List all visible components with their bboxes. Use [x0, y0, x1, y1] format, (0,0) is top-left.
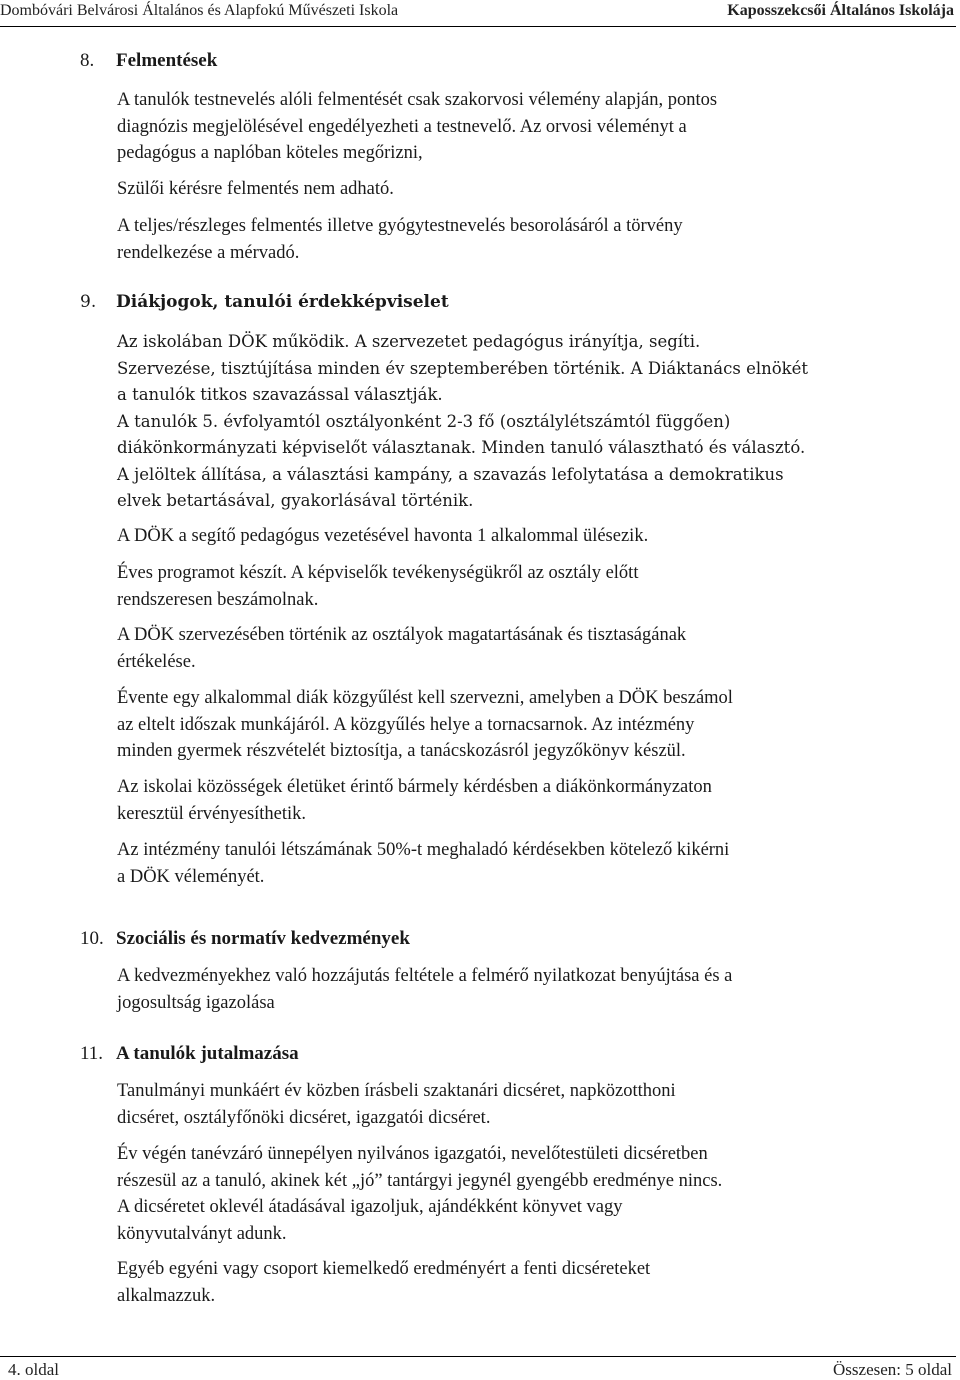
text-line: Egyéb egyéni vagy csoport kiemelkedő eredményért a fenti dicséreteket: [117, 1259, 651, 1279]
text-line: a tanulók titkos szavazással választják.: [117, 385, 443, 404]
text-line: rendelkezése a mérvadó.: [117, 242, 300, 263]
section-9-paragraph-7: [117, 837, 857, 890]
text-line: jogosultság igazolása: [117, 992, 275, 1013]
text-line: Évente egy alkalommal diák közgyűlést kell szervezni, amelyben a DÖK beszámol: [117, 688, 733, 708]
section-title: Szociális és normatív kedvezmények: [116, 928, 410, 949]
section-8-paragraph-1: [117, 87, 857, 167]
section-8-heading: [80, 50, 217, 72]
text-line: A DÖK szervezésében történik az osztályok magatartásának és tisztaságának: [117, 625, 687, 645]
text-line: minden gyermek részvételét biztosítja, a tanácskozásról jegyzőkönyv készül.: [117, 741, 686, 761]
section-11-paragraph-3: [117, 1256, 857, 1309]
text-line: pedagógus a naplóban köteles megőrizni,: [117, 143, 423, 163]
section-10-paragraph-1: [117, 963, 857, 1016]
section-11-paragraph-1: [117, 1078, 857, 1131]
text-line: alkalmazzuk.: [117, 1285, 216, 1306]
section-8-paragraph-2: [117, 176, 857, 203]
section-number: 8.: [80, 50, 95, 71]
page-footer: [0, 1356, 960, 1380]
page-total: Összesen: 5 oldal: [833, 1360, 952, 1379]
section-number: 10.: [80, 928, 104, 949]
text-line: Éves programot készít. A képviselők tevékenységükről az osztály előtt: [117, 563, 639, 583]
section-9-paragraph-3: [117, 560, 857, 613]
section-11-heading: [80, 1043, 299, 1065]
section-9-paragraph-6: [117, 774, 857, 827]
section-10-heading: [80, 928, 410, 950]
section-9-paragraph-5: [117, 685, 857, 765]
text-line: elvek betartásával, gyakorlásával történik.: [117, 491, 474, 510]
text-line: A tanulók 5. évfolyamtól osztályonként 2-3 fő (osztálylétszámtól függően): [117, 411, 731, 431]
section-title: A tanulók jutalmazása: [116, 1043, 299, 1064]
text-line: A jelöltek állítása, a választási kampány, a szavazás lefolytatása a demokratikus: [117, 464, 784, 484]
text-line: Tanulmányi munkáért év közben írásbeli szaktanári dicséret, napközotthoni: [117, 1081, 676, 1101]
text-line: diákönkormányzati képviselőt választanak. Minden tanuló választható és választó.: [117, 438, 806, 457]
text-line: A tanulók testnevelés alóli felmentését csak szakorvosi vélemény alapján, pontos: [117, 90, 718, 110]
section-9-paragraph-1: [117, 329, 857, 515]
section-11-paragraph-2: [117, 1141, 857, 1247]
section-number: 9.: [80, 292, 97, 312]
section-9-heading: [80, 292, 449, 312]
section-title: Diákjogok, tanulói érdekképviselet: [116, 292, 449, 312]
text-line: Az iskolában DÖK működik. A szervezetet pedagógus irányítja, segíti.: [117, 332, 701, 351]
footer-rule: [0, 1356, 956, 1357]
text-line: keresztül érvényesíthetik.: [117, 803, 307, 824]
section-number: 11.: [80, 1043, 104, 1064]
text-line: A dicséretet oklevél átadásával igazoljuk, ajándékként könyvet vagy: [117, 1197, 623, 1217]
section-title: Felmentések: [116, 50, 218, 71]
text-line: rendszeresen beszámolnak.: [117, 589, 319, 610]
text-line: Év végén tanévzáró ünnepélyen nyilvános igazgatói, nevelőtestületi dicséretben: [117, 1144, 708, 1164]
section-9-paragraph-2: [117, 523, 857, 550]
section-8-paragraph-3: [117, 213, 857, 266]
header-school-branch: Kaposszekcsői Általános Iskolája: [727, 2, 954, 19]
text-line: diagnózis megjelölésével engedélyezheti a testnevelő. Az orvosi véleményt a: [117, 116, 687, 137]
text-line: Szervezése, tisztújítása minden év szeptemberében történik. A Diáktanács elnökét: [117, 358, 809, 378]
section-9-paragraph-4: [117, 622, 857, 675]
text-line: részesül az a tanuló, akinek két „jó” tantárgyi jegynél gyengébb eredménye nincs.: [117, 1170, 723, 1191]
text-line: A kedvezményekhez való hozzájutás feltétele a felmérő nyilatkozat benyújtása és a: [117, 966, 733, 986]
text-line: a DÖK véleményét.: [117, 866, 265, 887]
text-line: Az iskolai közösségek életüket érintő bármely kérdésben a diákönkormányzaton: [117, 777, 712, 797]
page-number: 4. oldal: [8, 1360, 59, 1379]
text-line: értékelése.: [117, 651, 196, 672]
text-line: Az intézmény tanulói létszámának 50%-t meghaladó kérdésekben kötelező kikérni: [117, 840, 730, 860]
text-line: A teljes/részleges felmentés illetve gyógytestnevelés besorolásáról a törvény: [117, 216, 683, 236]
text-line: az eltelt időszak munkájáról. A közgyűlés helye a tornacsarnok. Az intézmény: [117, 714, 695, 735]
header-school-name: Dombóvári Belvárosi Általános és Alapfokú Művészeti Iskola: [0, 2, 399, 19]
text-line: könyvutalványt adunk.: [117, 1223, 287, 1244]
text-line: A DÖK a segítő pedagógus vezetésével havonta 1 alkalommal ülésezik.: [117, 526, 649, 546]
text-line: dicséret, osztályfőnöki dicséret, igazgatói dicséret.: [117, 1107, 491, 1128]
text-line: Szülői kérésre felmentés nem adható.: [117, 179, 394, 199]
